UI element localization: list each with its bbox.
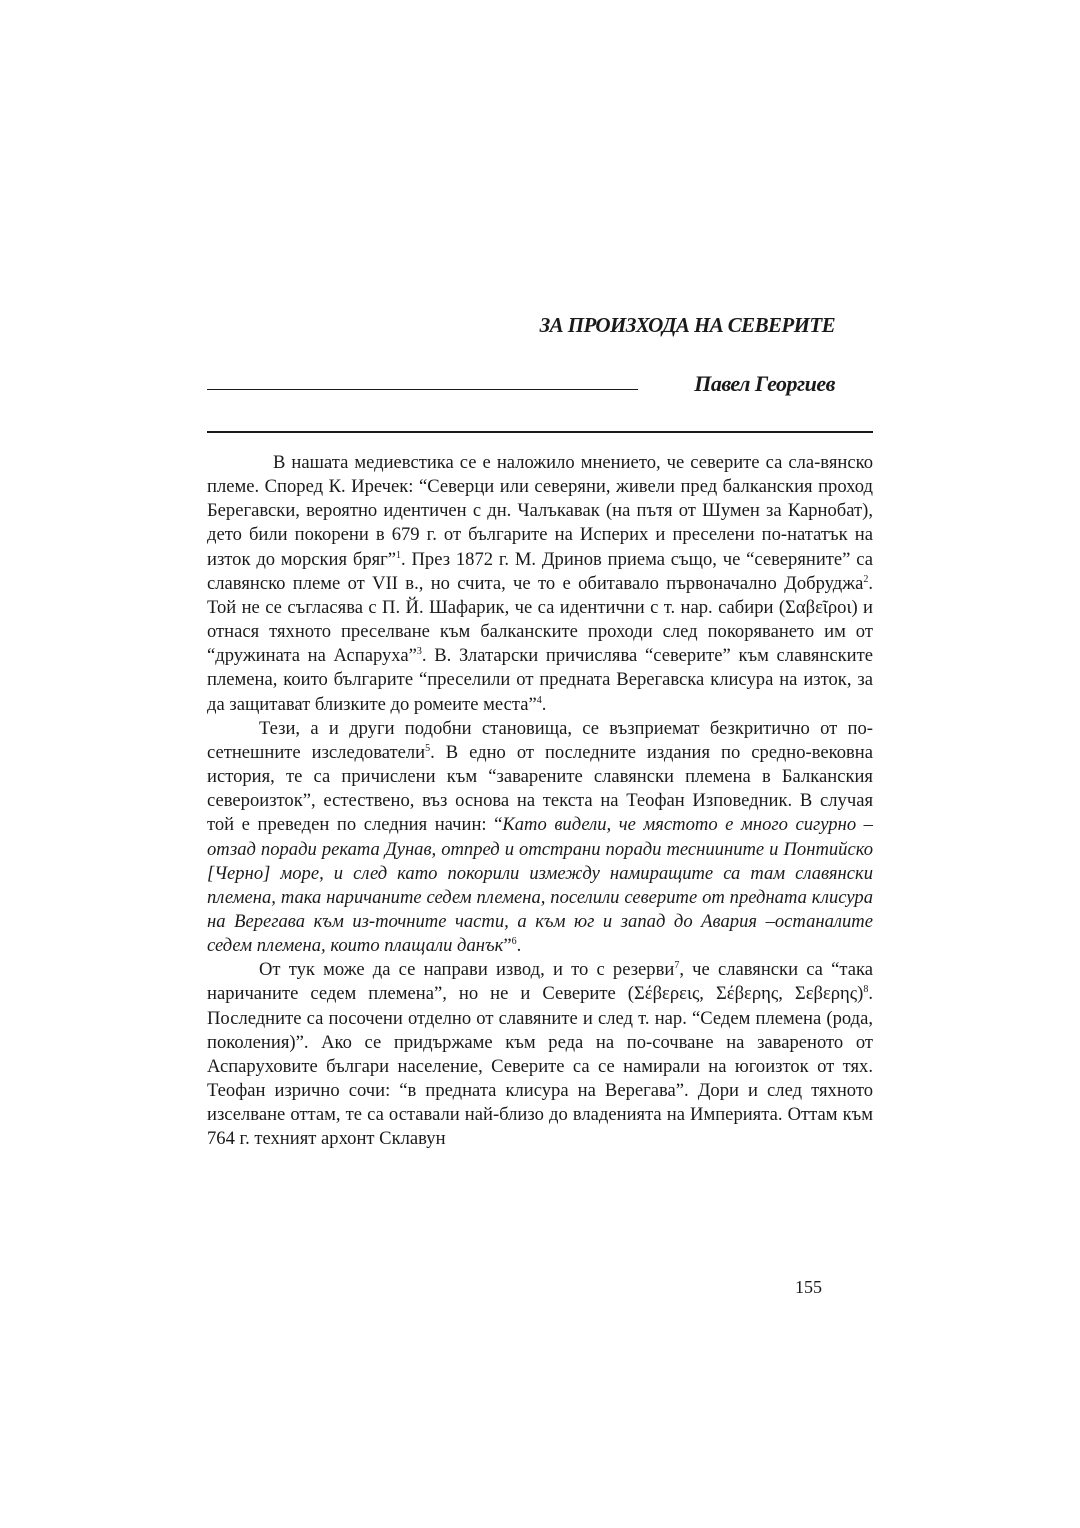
article-body <box>207 451 873 1152</box>
text-run: В нашата медиевстика се е наложило мнението, че северите са сла-вянско племе. Според К. Иречек: “Северци или северяни, живели пред балканския проход Берегавски, вероятно идентичен с дн. Чалъкавак (на пътя от Шумен за Карнобат), дето били покорени в 679 г. от българите на Исперих и преселени по-нататък на изток до морския бряг” <box>207 452 873 570</box>
text-run: ” <box>503 935 512 957</box>
author-rule <box>207 389 638 390</box>
text-run: От тук може да се направи извод, и то с резерви <box>259 959 675 981</box>
page-number: 155 <box>795 1277 822 1297</box>
text-run: . <box>516 935 522 957</box>
header-divider <box>207 431 873 433</box>
footnote-ref: 5 <box>425 742 431 754</box>
text-run: . В едно от последните издания по средно-вековна история, те са причислени към “заварените славянски племена в Балканския североизток”, естествено, въз основа на текста на Теофан Изповедник. В случая той е преведен по следния начин: “ <box>207 741 873 836</box>
text-run: , че славянски са “така наричаните седем племена”, но не и Северите (Σέβερεις, Σέβερης, Σεβερης) <box>207 959 873 1005</box>
text-run: Тези, а и други подобни становища, се възприемат безкритично от по-сетнешните изследователи <box>207 717 873 763</box>
paragraph <box>207 958 873 1151</box>
text-run: . В. Златарски причислява “северите” към славянските племена, които българите “преселили от предната Верегавска клисура на изток, за да защитават близките до ромеите места” <box>207 645 873 715</box>
footnote-ref: 1 <box>396 549 402 561</box>
text-run: . През 1872 г. М. Дринов приема също, че “северяните” са славянско племе от VII в., но счита, че то е обитавало първоначално Добруджа <box>207 548 873 594</box>
text-run: . Той не се съгласява с П. Й. Шафарик, че са идентични с т. нар. сабири (Σαβεῖροι) и отнася тяхното преселване към балканските проходи след покоряването им от “дружината на Аспаруха” <box>207 572 873 667</box>
footnote-ref: 2 <box>863 573 869 585</box>
author-name: Павел Георгиев <box>694 371 835 396</box>
paragraph <box>207 451 873 717</box>
quotation-italic: Като видели, че мястото е много сигурно – отзад поради реката Дунав, отпред и отстрани поради тесниините и Понтийско [Черно] море, и след като покорили измежду намиращите са там славянски племена, така наричаните седем племена, поселили северите от предната клисура на Верегава към из-точните части, а към юг и запад до Авария –останалите седем племена, които плащали данък <box>207 814 873 957</box>
footnote-ref: 3 <box>416 646 422 658</box>
footnote-ref: 7 <box>674 960 680 972</box>
article-title: ЗА ПРОИЗХОДА НА СЕВЕРИТЕ <box>539 313 835 337</box>
paragraph <box>207 717 873 959</box>
text-run: . <box>541 693 547 715</box>
text-run: . Последните са посочени отделно от славяните и след т. нар. “Седем племена (рода, поколения)”. Ако се придържаме към реда на по-сочване на завареното от Аспаруховите българи население, Северите са се намирали на югоизток от тях. Теофан изрично сочи: “в предната клисура на Верегава”. Дори и след тяхното изселване оттам, те са оставали най-близо до владенията на Империята. Оттам към 764 г. техният архонт Склавун <box>207 983 873 1150</box>
footnote-ref: 4 <box>536 694 542 706</box>
footnote-ref: 6 <box>511 936 517 948</box>
footnote-ref: 8 <box>863 984 869 996</box>
